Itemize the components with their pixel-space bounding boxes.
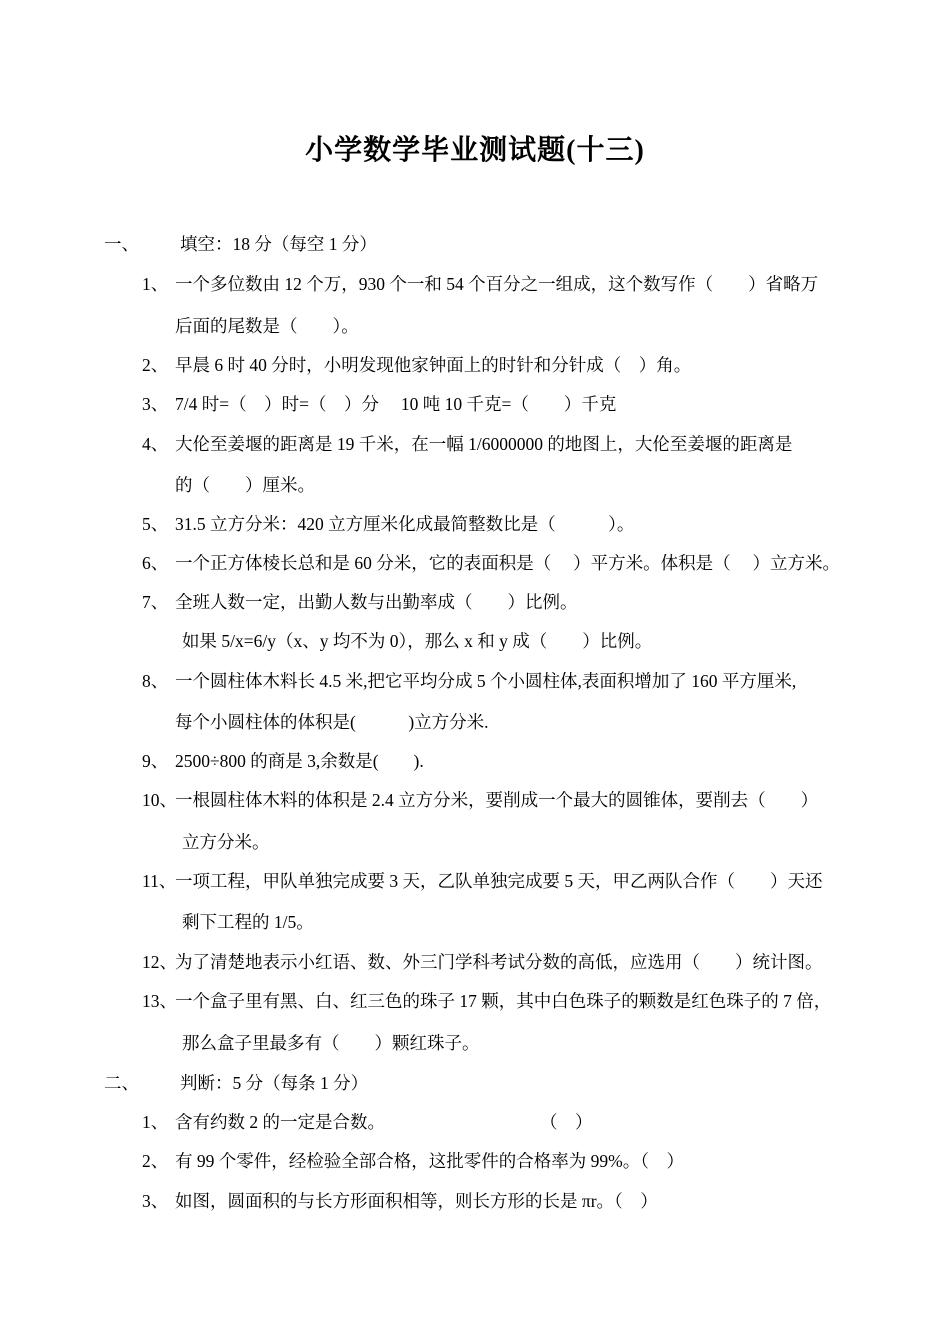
question-number: 8、	[142, 671, 169, 691]
question-text: 含有约数 2 的一定是合数。	[175, 1112, 385, 1132]
question-text-cont: 剩下工程的 1/5。	[182, 912, 314, 932]
page-title: 小学数学毕业测试题(十三)	[305, 135, 645, 166]
section-heading: 判断：5 分（每条 1 分）	[180, 1073, 369, 1093]
answer-blank: （ ）	[540, 1112, 593, 1132]
question-text: 有 99 个零件，经检验全部合格，这批零件的合格率为 99%。（ ）	[175, 1151, 684, 1171]
question-text: 一个正方体棱长总和是 60 分米，它的表面积是（ ）平方米。体积是（ ）立方米。	[175, 553, 840, 573]
question-text: 为了清楚地表示小红语、数、外三门学科考试分数的高低，应选用（ ）统计图。	[175, 952, 823, 972]
question-number: 1、	[142, 274, 169, 294]
question-number: 1、	[142, 1112, 169, 1132]
question-number: 3、	[142, 394, 169, 414]
question-text-cont: 的（ ）厘米。	[175, 475, 315, 495]
section-number: 一、	[104, 234, 139, 254]
question-text: 7/4 时=（ ）时=（ ）分 10 吨 10 千克=（ ）千克	[175, 394, 617, 414]
question-text: 全班人数一定，出勤人数与出勤率成（ ）比例。	[175, 592, 578, 612]
question-text-cont: 每个小圆柱体的体积是( )立方分米.	[175, 712, 489, 732]
section-number: 二、	[104, 1073, 139, 1093]
question-text: 一项工程，甲队单独完成要 3 天，乙队单独完成要 5 天，甲乙两队合作（ ）天还	[175, 871, 823, 891]
question-text: 一根圆柱体木料的体积是 2.4 立方分米，要削成一个最大的圆锥体，要削去（ ）	[175, 790, 819, 810]
question-number: 10、	[142, 790, 177, 810]
question-text: 如图，圆面积的与长方形面积相等，则长方形的长是 πr。（ ）	[175, 1191, 658, 1211]
question-text: 31.5 立方分米：420 立方厘米化成最简整数比是（ ）。	[175, 514, 635, 534]
question-number: 4、	[142, 434, 169, 454]
question-text-cont: 那么盒子里最多有（ ）颗红珠子。	[182, 1033, 480, 1053]
question-number: 7、	[142, 592, 169, 612]
question-text: 一个盒子里有黑、白、红三色的珠子 17 颗，其中白色珠子的颗数是红色珠子的 7 倍，	[175, 991, 832, 1011]
question-number: 9、	[142, 751, 169, 771]
question-number: 2、	[142, 1151, 169, 1171]
question-text-cont: 如果 5/x=6/y（x、y 均不为 0），那么 x 和 y 成（ ）比例。	[182, 631, 653, 651]
question-text: 早晨 6 时 40 分时，小明发现他家钟面上的时针和分针成（ ）角。	[175, 355, 692, 375]
question-text-cont: 后面的尾数是（ ）。	[175, 316, 359, 336]
question-text-cont: 立方分米。	[182, 832, 270, 852]
question-number: 2、	[142, 355, 169, 375]
question-number: 13、	[142, 991, 177, 1011]
question-text: 一个圆柱体木料长 4.5 米,把它平均分成 5 个小圆柱体,表面积增加了 160 平方厘米,	[175, 671, 797, 691]
question-number: 6、	[142, 553, 169, 573]
question-text: 一个多位数由 12 个万，930 个一和 54 个百分之一组成，这个数写作（ ）省略万	[175, 274, 819, 294]
question-number: 12、	[142, 952, 177, 972]
question-number: 3、	[142, 1191, 169, 1211]
question-text: 2500÷800 的商是 3,余数是( ).	[175, 751, 424, 771]
question-number: 5、	[142, 514, 169, 534]
section-heading: 填空：18 分（每空 1 分）	[180, 234, 377, 254]
question-text: 大伦至姜堰的距离是 19 千米，在一幅 1/6000000 的地图上，大伦至姜堰的距离是	[175, 434, 793, 454]
question-number: 11、	[142, 871, 177, 891]
